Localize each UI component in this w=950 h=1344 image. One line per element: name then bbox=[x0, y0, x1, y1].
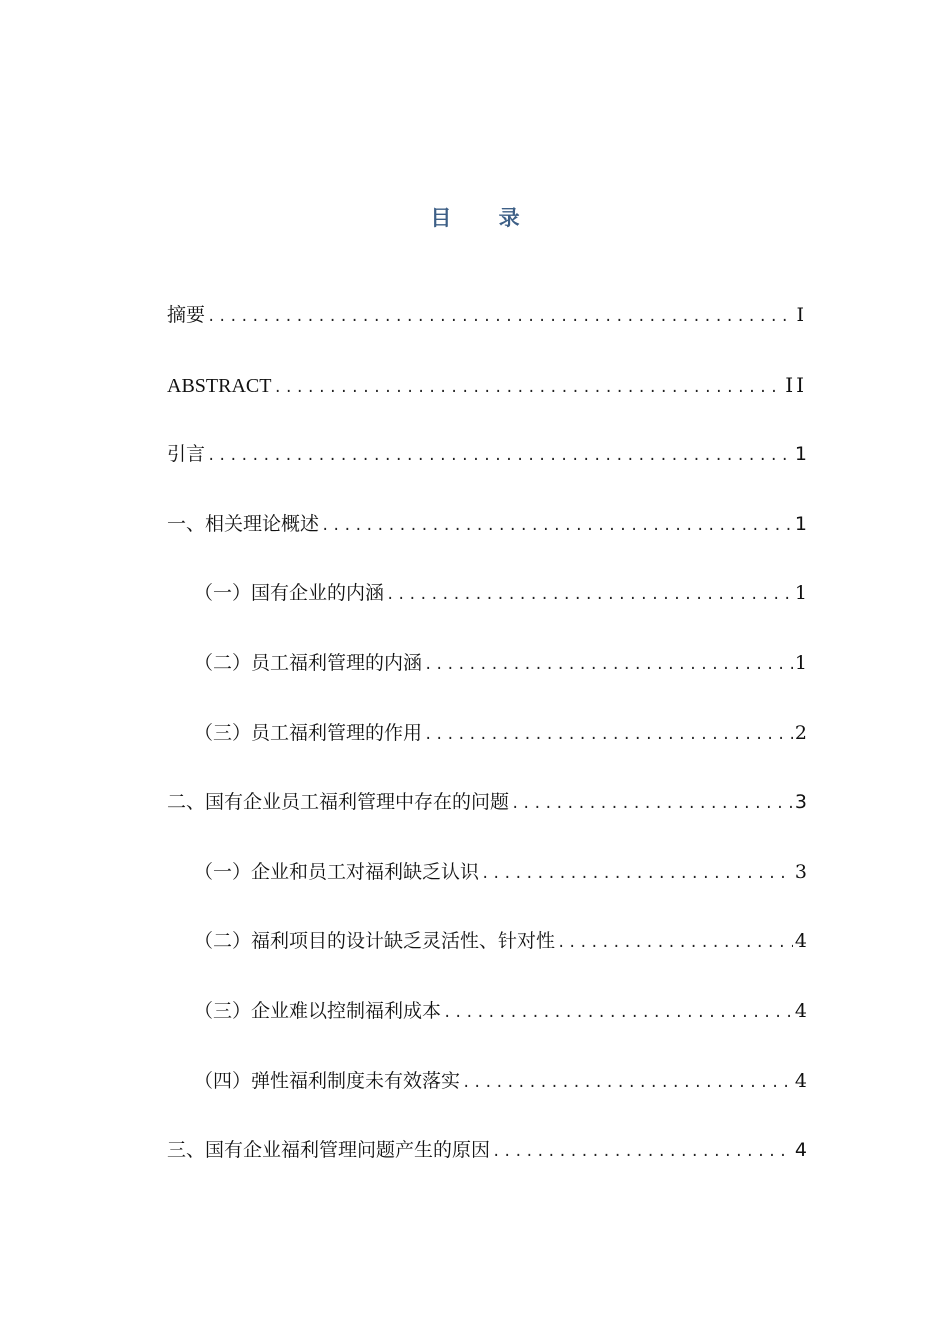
toc-page-number: 4 bbox=[794, 930, 807, 953]
toc-entry[interactable] bbox=[167, 507, 807, 577]
toc-page-number: 2 bbox=[794, 721, 807, 744]
toc-entry[interactable] bbox=[167, 785, 807, 855]
toc-entry[interactable] bbox=[167, 855, 807, 925]
toc-dot-leader bbox=[511, 787, 793, 821]
toc-entry-text: 引言 bbox=[167, 443, 206, 466]
toc-dot-leader bbox=[386, 578, 793, 612]
toc-dot-leader bbox=[557, 926, 793, 960]
toc-entry-text: （一）企业和员工对福利缺乏认识 bbox=[194, 860, 480, 883]
toc-entry-text: 三、国有企业福利管理问题产生的原因 bbox=[167, 1139, 491, 1162]
toc-entry-text: （二）员工福利管理的内涵 bbox=[194, 651, 423, 674]
toc-dot-leader bbox=[481, 857, 793, 891]
toc-page-number: 1 bbox=[794, 512, 807, 535]
toc-entry[interactable] bbox=[167, 1064, 807, 1134]
toc-entry[interactable] bbox=[167, 994, 807, 1064]
toc-entry-text: （一）国有企业的内涵 bbox=[194, 582, 385, 605]
toc-entry-text: （二）福利项目的设计缺乏灵活性、针对性 bbox=[194, 930, 556, 953]
toc-entry-text: 摘要 bbox=[167, 304, 206, 326]
toc-entry[interactable] bbox=[167, 437, 807, 507]
toc-page-number: 3 bbox=[794, 791, 807, 814]
toc-dot-leader bbox=[207, 439, 793, 473]
toc-entry-text: （三）企业难以控制福利成本 bbox=[194, 999, 442, 1022]
toc-page-number: 1 bbox=[794, 651, 807, 674]
toc-entry[interactable] bbox=[167, 576, 807, 646]
toc-entry[interactable] bbox=[167, 924, 807, 994]
toc-dot-leader bbox=[207, 300, 793, 334]
toc-page-number: 1 bbox=[794, 582, 807, 605]
toc-dot-leader bbox=[462, 1066, 793, 1100]
toc-entry-text: ABSTRACT bbox=[167, 374, 272, 397]
toc-dot-leader bbox=[273, 371, 783, 405]
toc-dot-leader bbox=[492, 1135, 793, 1169]
toc-entry-text: 二、国有企业员工福利管理中存在的问题 bbox=[167, 791, 510, 814]
toc-entry[interactable] bbox=[167, 368, 807, 438]
toc-dot-leader bbox=[424, 718, 793, 752]
toc-entry[interactable] bbox=[167, 1133, 807, 1203]
toc-title: 目 录 bbox=[430, 205, 540, 230]
toc-dot-leader bbox=[424, 648, 793, 682]
toc-page-number: II bbox=[785, 372, 807, 397]
toc-page-number: 3 bbox=[794, 860, 807, 883]
toc-entry[interactable] bbox=[167, 716, 807, 786]
toc-page-number: 1 bbox=[794, 443, 807, 466]
toc-page-number: 4 bbox=[794, 1069, 807, 1092]
toc-list bbox=[167, 298, 807, 1203]
toc-dot-leader bbox=[321, 509, 793, 543]
toc-page-number: 4 bbox=[794, 999, 807, 1022]
toc-entry-text: （三）员工福利管理的作用 bbox=[194, 721, 423, 744]
toc-entry-text: 一、相关理论概述 bbox=[167, 512, 320, 535]
toc-entry[interactable] bbox=[167, 298, 807, 368]
toc-entry-text: （四）弹性福利制度未有效落实 bbox=[194, 1069, 461, 1092]
toc-page-number: I bbox=[796, 304, 807, 326]
toc-dot-leader bbox=[443, 996, 793, 1030]
toc-page-number: 4 bbox=[794, 1139, 807, 1162]
toc-entry[interactable] bbox=[167, 646, 807, 716]
